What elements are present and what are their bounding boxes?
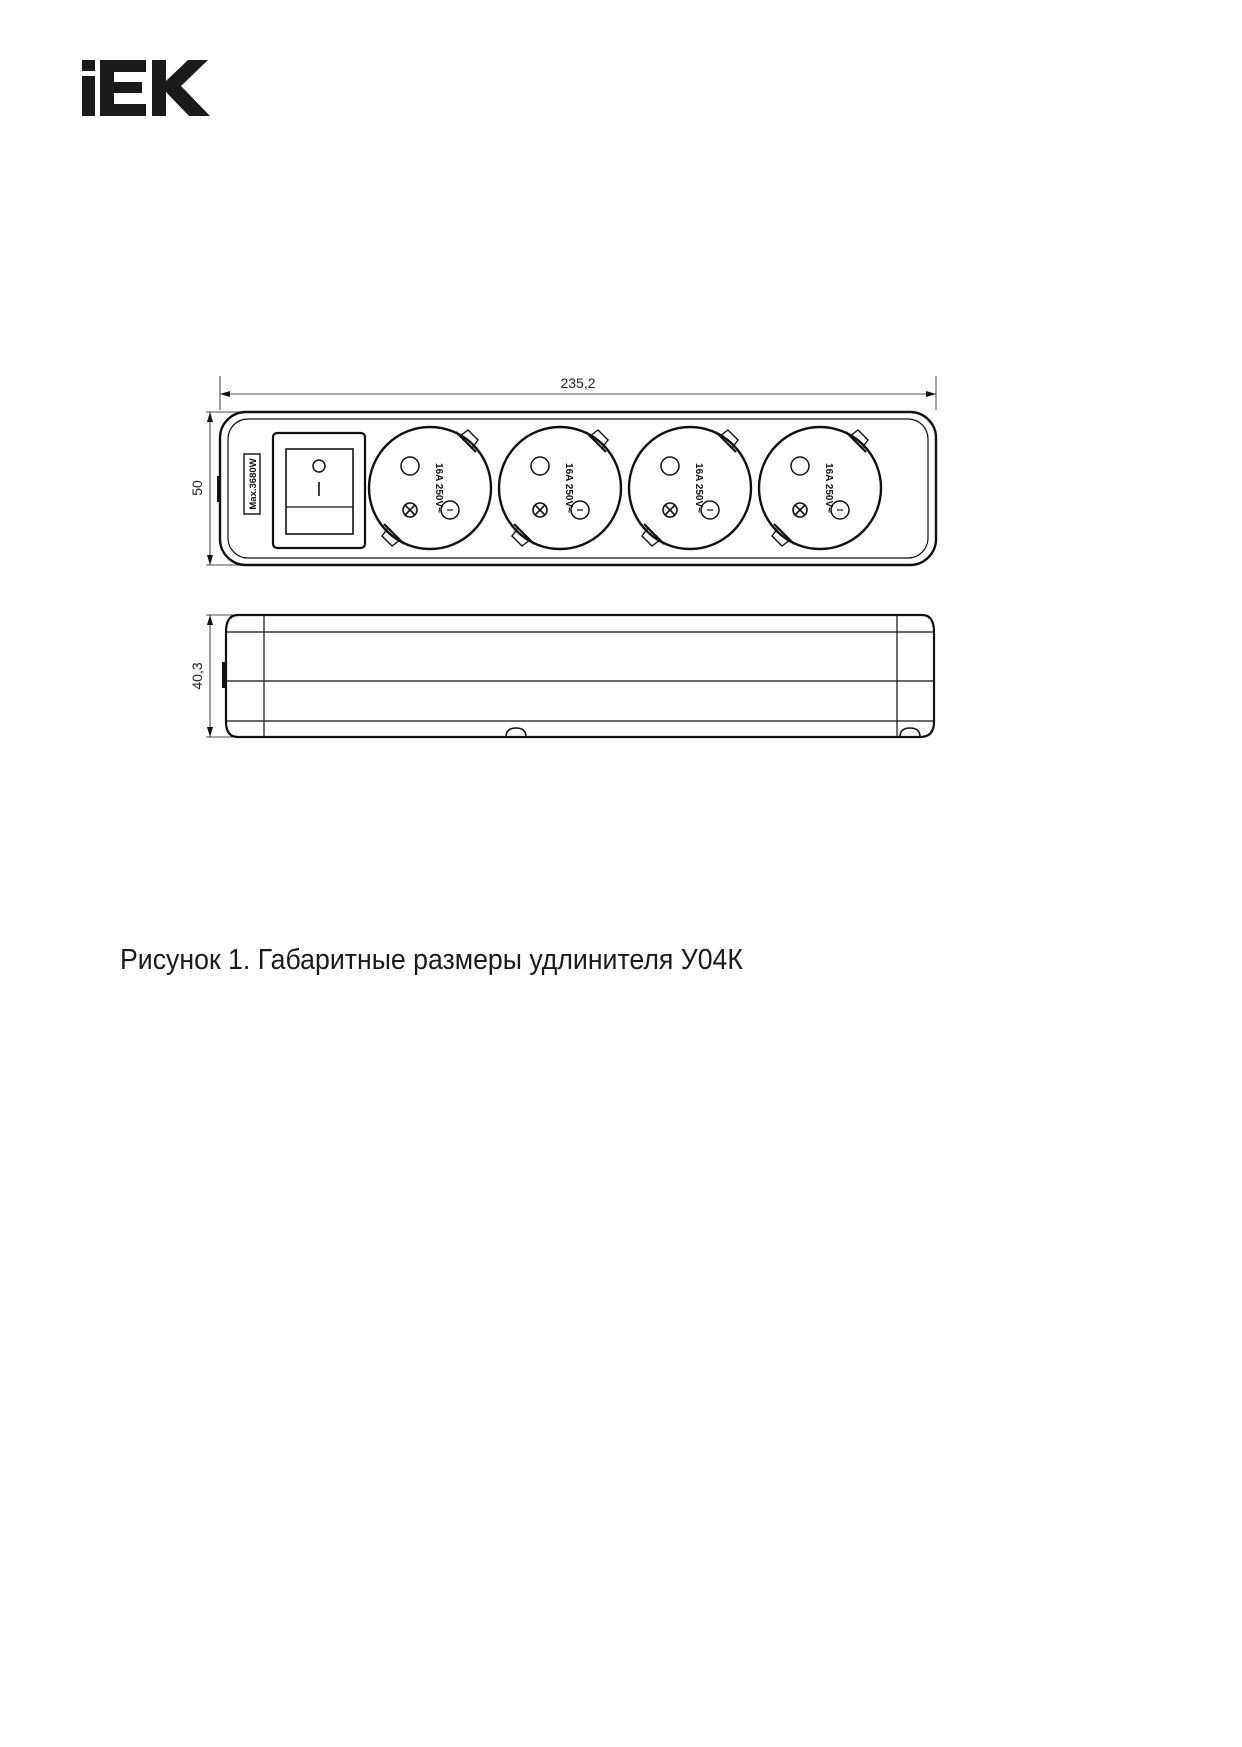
socket-rating-label: 16A 250V~ [823, 463, 834, 513]
socket-group [369, 427, 881, 549]
dimension-drawing [180, 370, 960, 760]
logo-e [100, 60, 146, 116]
logo-i-dot [82, 60, 95, 71]
pin-hole-icon [661, 457, 679, 475]
side-view [222, 615, 934, 737]
figure-caption: Рисунок 1. Габаритные размеры удлинителя У04К [120, 944, 743, 976]
height-dimension-side [189, 615, 240, 737]
iek-logo [82, 60, 218, 116]
logo-i-stem [82, 76, 95, 116]
length-dimension [220, 375, 936, 410]
pin-hole-icon [791, 457, 809, 475]
logo-k [152, 60, 210, 116]
length-value: 235,2 [560, 375, 596, 391]
socket-4 [759, 427, 881, 549]
power-label: Max.3680W [248, 458, 259, 510]
power-switch [273, 433, 365, 548]
socket-2 [499, 427, 621, 549]
socket-rating-label: 16A 250V~ [433, 463, 444, 513]
switch-off-symbol-icon [313, 460, 325, 472]
top-view [217, 412, 936, 565]
pin-hole-icon [401, 457, 419, 475]
height-side-value: 40,3 [189, 662, 205, 690]
socket-1 [369, 427, 491, 549]
height-dimension-top [189, 412, 240, 565]
socket-rating-label: 16A 250V~ [563, 463, 574, 513]
pin-hole-icon [531, 457, 549, 475]
socket-rating-label: 16A 250V~ [693, 463, 704, 513]
socket-3 [629, 427, 751, 549]
height-top-value: 50 [189, 480, 205, 496]
